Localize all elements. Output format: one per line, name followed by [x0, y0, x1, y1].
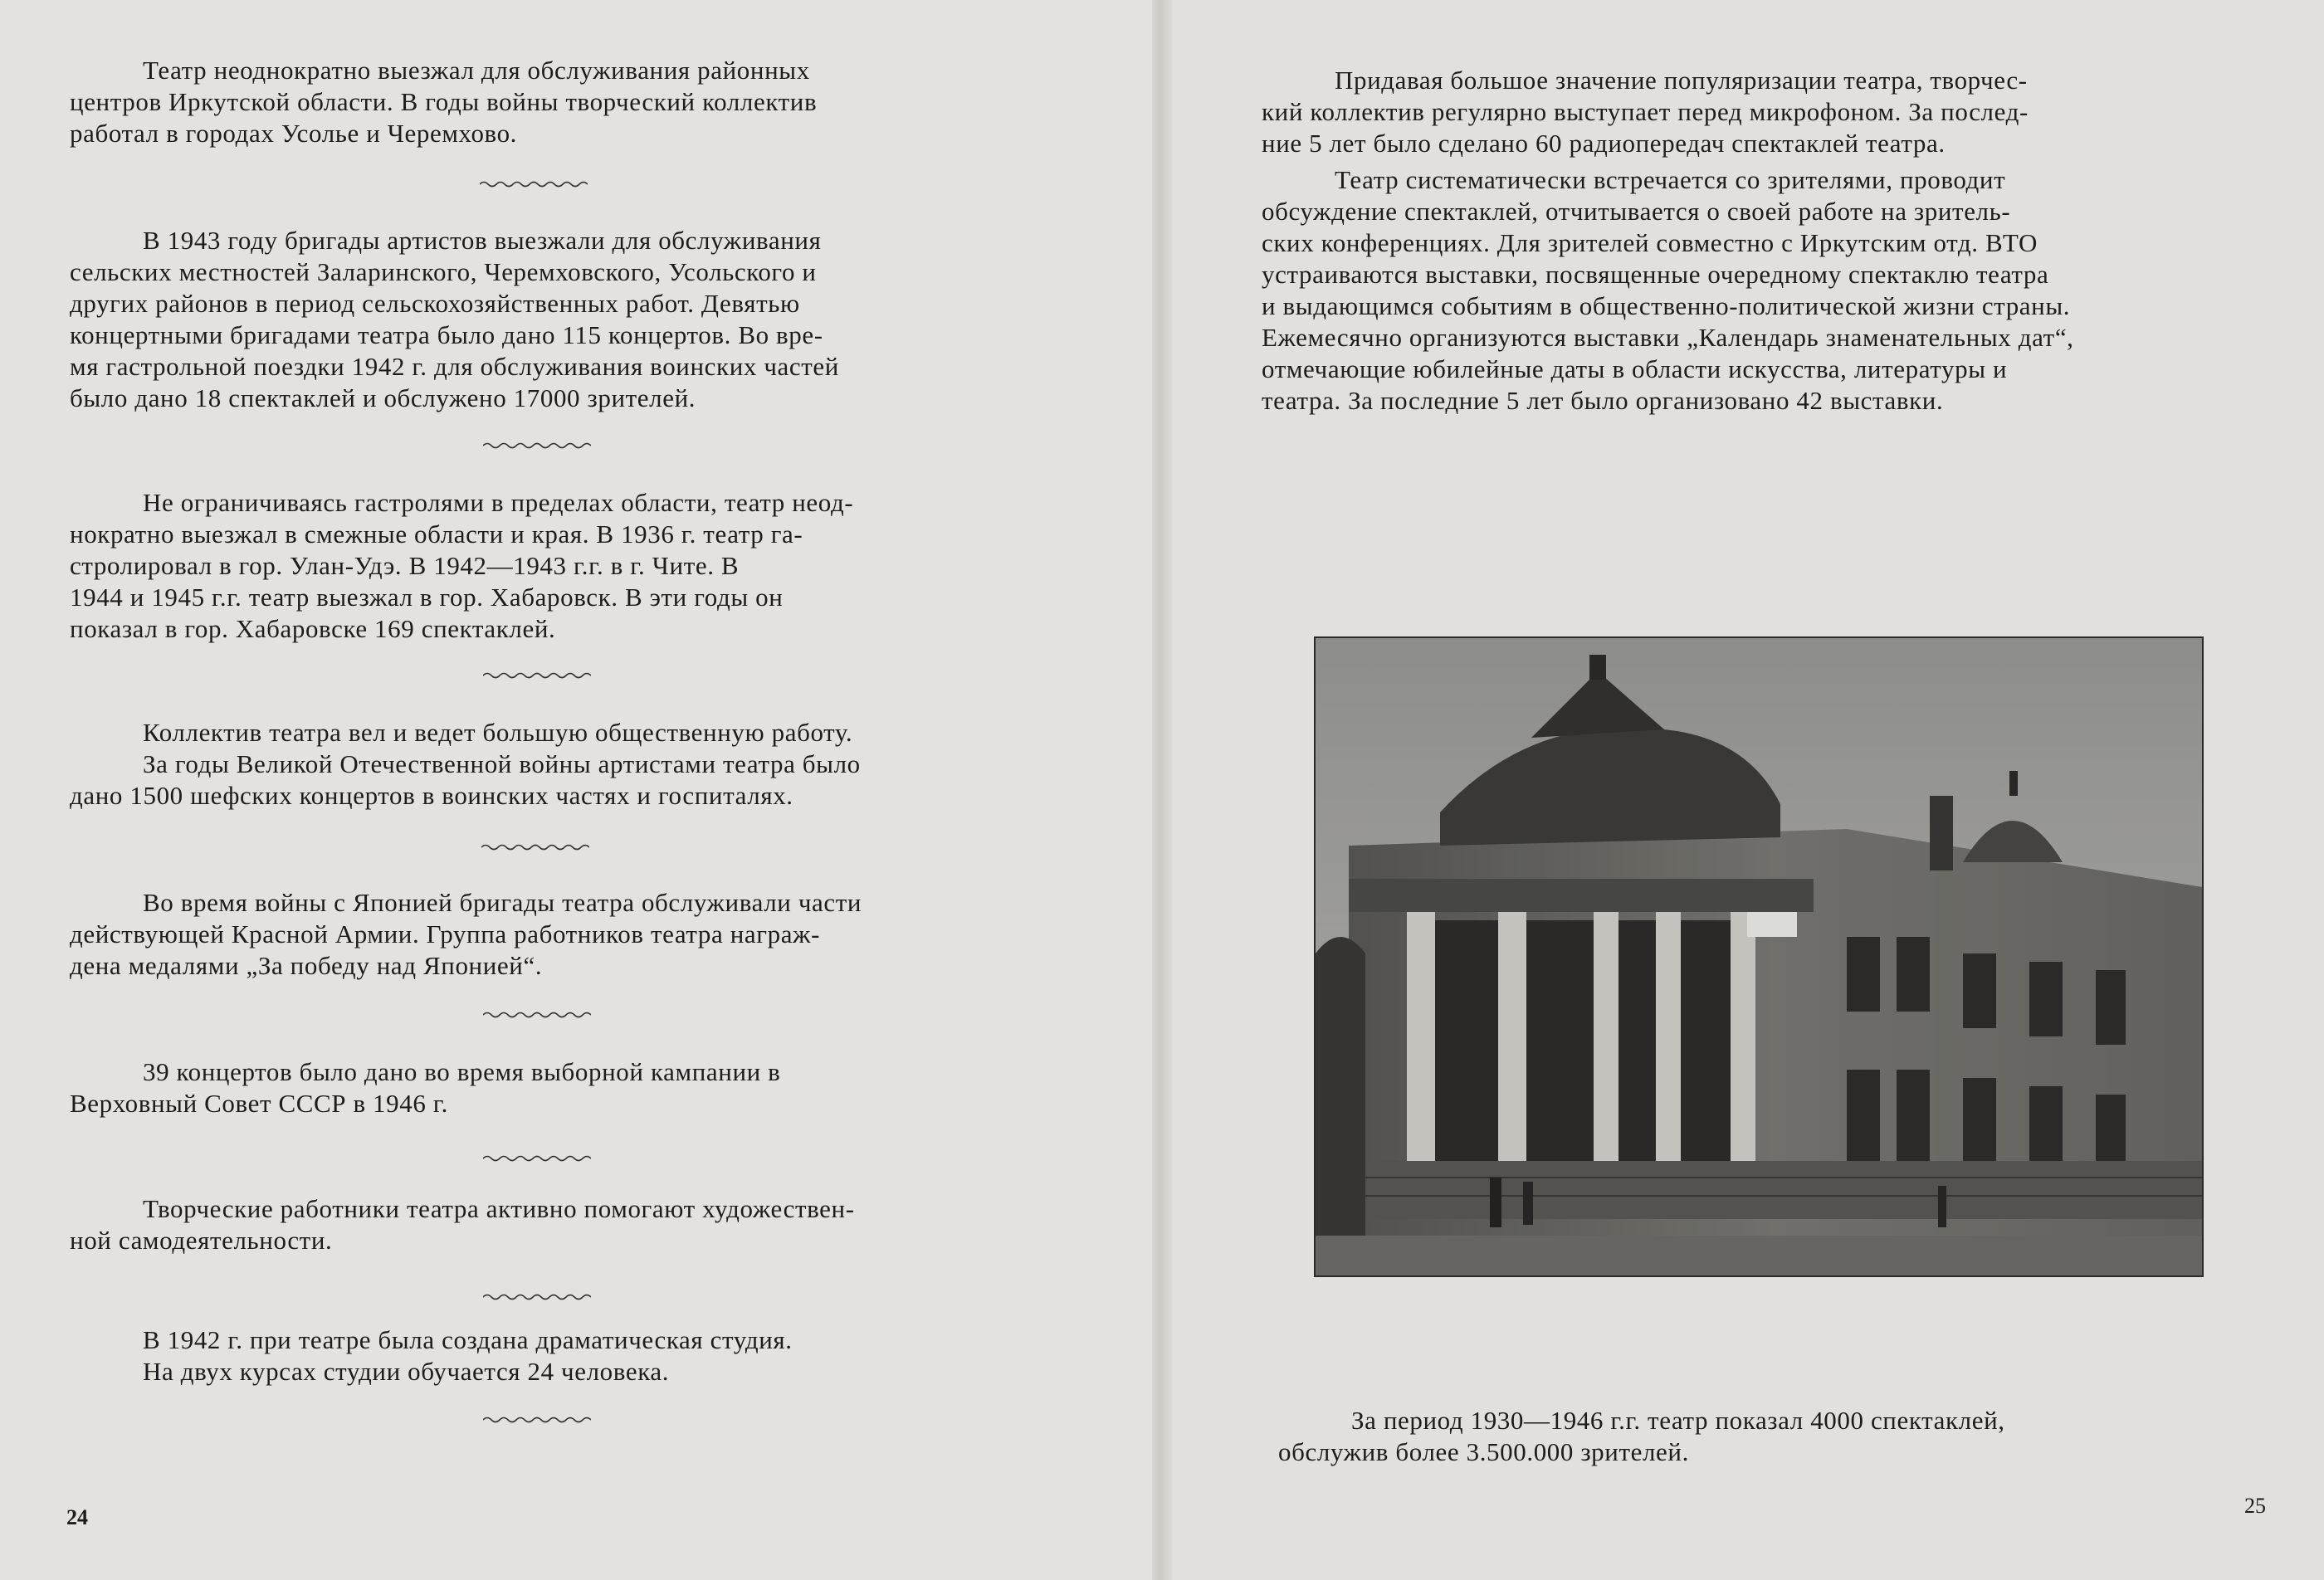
text-line: Творческие работники театра активно помогают художествен-: [143, 1194, 855, 1223]
text-line: показал в гор. Хабаровске 169 спектаклей.: [70, 614, 556, 643]
text-line: мя гастрольной поездки 1942 г. для обслуживания воинских частей: [70, 352, 839, 381]
text-line: дано 1500 шефских концертов в воинских частях и госпиталях.: [70, 781, 793, 810]
text-line: ной самодеятельности.: [70, 1226, 333, 1255]
text-line: ских конференциях. Для зрителей совместно с Иркутским отд. ВТО: [1262, 228, 2038, 257]
text-line: Во время войны с Японией бригады театра обслуживали части: [143, 888, 862, 917]
left-paragraph-5: [70, 887, 1042, 982]
page-number-right: 25: [2244, 1494, 2266, 1518]
text-line: Театр неоднократно выезжал для обслуживания районных: [143, 56, 810, 85]
left-paragraph-8: [70, 1324, 1042, 1387]
separator-ornament: [483, 1293, 591, 1301]
text-line: Придавая большое значение популяризации театра, творчес-: [1335, 66, 2028, 95]
separator-ornament: [480, 180, 588, 188]
text-line: 1944 и 1945 г.г. театр выезжал в гор. Хабаровск. В эти годы он: [70, 583, 784, 612]
left-paragraph-7: [70, 1193, 1042, 1256]
text-line: За годы Великой Отечественной войны артистами театра было: [143, 749, 861, 778]
left-paragraph-6: [70, 1056, 1042, 1119]
text-line: 39 концертов было дано во время выборной кампании в: [143, 1057, 781, 1086]
text-line: стролировал в гор. Улан-Удэ. В 1942—1943 г.г. в г. Чите. В: [70, 551, 740, 580]
text-line: нократно выезжал в смежные области и края. В 1936 г. театр га-: [70, 519, 803, 549]
text-line: действующей Красной Армии. Группа работников театра награж-: [70, 919, 820, 948]
left-paragraph-2: [70, 225, 1042, 414]
separator-ornament: [481, 843, 589, 851]
right-paragraph-1: [1262, 65, 2243, 159]
text-line: Коллектив театра вел и ведет большую общественную работу.: [143, 718, 853, 747]
separator-ornament: [483, 671, 591, 680]
text-line: театра. За последние 5 лет было организовано 42 выставки.: [1262, 386, 1944, 415]
book-gutter: [1152, 0, 1172, 1580]
text-line: Ежемесячно организуются выставки „Календарь знаменательных дат“,: [1262, 323, 2074, 352]
separator-ornament: [483, 441, 591, 450]
text-line: За период 1930—1946 г.г. театр показал 4000 спектаклей,: [1351, 1406, 2005, 1435]
text-line: На двух курсах студии обучается 24 человека.: [143, 1357, 670, 1386]
text-line: устраиваются выставки, посвященные очередному спектаклю театра: [1262, 260, 2049, 289]
text-line: обсуждение спектаклей, отчитывается о своей работе на зритель-: [1262, 197, 2011, 226]
text-line: ние 5 лет было сделано 60 радиопередач спектаклей театра.: [1262, 129, 1946, 158]
text-line: Верховный Совет СССР в 1946 г.: [70, 1089, 448, 1118]
text-line: Не ограничиваясь гастролями в пределах области, театр неод-: [143, 488, 854, 517]
left-paragraph-1: [70, 55, 1042, 149]
text-line: работал в городах Усолье и Черемхово.: [70, 119, 518, 148]
text-line: и выдающимся событиям в общественно-политической жизни страны.: [1262, 291, 2071, 320]
text-line: Театр систематически встречается со зрителями, проводит: [1335, 165, 2006, 194]
left-paragraph-3: [70, 487, 1042, 645]
right-paragraph-2: [1262, 164, 2243, 417]
text-line: В 1943 году бригады артистов выезжали для обслуживания: [143, 226, 822, 255]
text-line: концертными бригадами театра было дано 115 концертов. Во вре-: [70, 320, 823, 349]
text-line: других районов в период сельскохозяйственных работ. Девятью: [70, 289, 800, 318]
text-line: кий коллектив регулярно выступает перед микрофоном. За послед-: [1262, 97, 2029, 126]
theatre-building-photo: [1314, 636, 2204, 1277]
text-line: было дано 18 спектаклей и обслужено 17000 зрителей.: [70, 383, 696, 412]
left-paragraph-4: [70, 717, 1042, 812]
separator-ornament: [483, 1416, 591, 1424]
text-line: дена медалями „За победу над Японией“.: [70, 951, 543, 980]
photo-drawing: [1316, 638, 2202, 1275]
separator-ornament: [483, 1011, 591, 1019]
page-number-left: 24: [66, 1505, 88, 1529]
separator-ornament: [483, 1154, 591, 1163]
text-line: В 1942 г. при театре была создана драматическая студия.: [143, 1325, 793, 1354]
text-line: отмечающие юбилейные даты в области искусства, литературы и: [1262, 354, 2008, 383]
text-line: сельских местностей Заларинского, Черемховского, Усольского и: [70, 257, 817, 286]
photo-caption: [1278, 1405, 2268, 1468]
text-line: обслужив более 3.500.000 зрителей.: [1278, 1437, 1689, 1466]
text-line: центров Иркутской области. В годы войны творческий коллектив: [70, 87, 818, 116]
